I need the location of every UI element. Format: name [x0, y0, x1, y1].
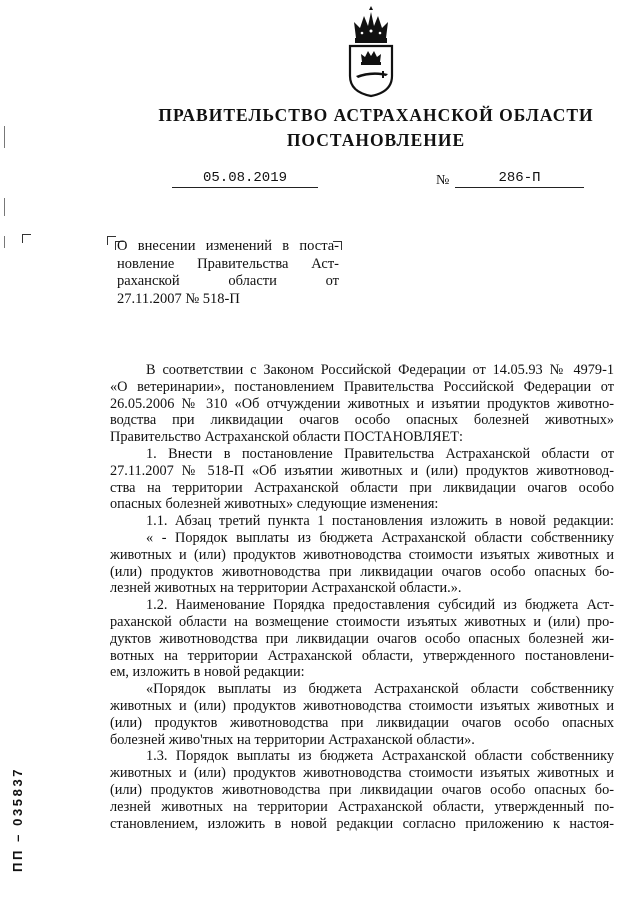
text-line: животных и (или) продуктов животноводства стоимости изъятых животных и: [110, 697, 614, 714]
subject-line: 27.11.2007 № 518-П: [117, 290, 240, 307]
text-line: становлением, изложить в новой редакции согласно приложению к настоя-: [110, 815, 614, 832]
paragraph-item-1-1-text: [110, 530, 614, 597]
paragraph-item-1-2: [110, 597, 614, 681]
subject-line: раханской области от: [117, 273, 339, 289]
document-number: 286-П: [455, 170, 584, 188]
scan-edge-mark: [4, 126, 5, 148]
text-line: 1.2. Наименование Порядка предоставления субсидий из бюджета Аст-: [146, 597, 614, 614]
document-type-title: ПОСТАНОВЛЕНИЕ: [286, 130, 466, 150]
text-line: болезней живо'тных на территории Астраханской области».: [110, 731, 475, 748]
text-line: лезней животных на территории Астраханской области.».: [110, 580, 462, 597]
paragraph-item-1: [110, 446, 614, 513]
scan-edge-mark: [4, 198, 5, 216]
text-line: животных и (или) продуктов животноводства стоимости изъятых животных и: [110, 546, 614, 563]
subject-line: новление Правительства Аст-: [117, 255, 339, 272]
text-line: водства при ликвидации очагов особо опасных болезней животных»: [110, 412, 614, 429]
corner-mark-left: [22, 234, 31, 243]
coat-of-arms-emblem: [342, 4, 400, 98]
text-line: (или) продуктов животноводства при ликвидации очагов особо опасных бо-: [110, 781, 614, 798]
paragraph-item-1-1: [110, 513, 614, 530]
number-sign: №: [436, 173, 450, 188]
text-line: 1.3. Порядок выплаты из бюджета Астраханской области собственнику: [146, 748, 614, 765]
paragraph-item-1-3: [110, 748, 614, 832]
text-line: раханской области на возмещение стоимости изъятых животных и (или) про-: [110, 613, 614, 630]
text-line: «Порядок выплаты из бюджета Астраханской области собственнику: [146, 681, 614, 698]
text-line: (или) продуктов животноводства при ликвидации очагов особо опасных бо-: [110, 563, 614, 580]
subject-line: О внесении изменений в поста-: [117, 238, 339, 254]
text-line: (или) продуктов животноводства при ликвидации очагов особо опасных: [110, 714, 614, 731]
paragraph-preamble: [110, 362, 614, 446]
text-line: 1.1. Абзац третий пункта 1 постановления изложить в новой редакции:: [146, 513, 614, 530]
text-line: «О ветеринарии», постановлением Правительства Российской Федерации от: [110, 378, 614, 395]
text-line: лезней животных на территории Астраханской области, утвержденный по-: [110, 798, 614, 815]
text-line: 27.11.2007 № 518-П «Об изъятии животных и (или) продуктов животновод-: [110, 462, 614, 479]
text-line: вотных на территории Астраханской области, утвержденного постановлени-: [110, 647, 614, 664]
subject-block: [117, 238, 339, 308]
text-line: 1. Внести в постановление Правительства Астраханской области от: [146, 445, 614, 462]
text-line: опасных болезней животных» следующие изменения:: [110, 496, 439, 513]
text-line: ем, изложить в новой редакции:: [110, 664, 305, 681]
document-body: [110, 362, 614, 832]
text-line: 26.05.2006 № 310 «Об отчуждении животных и изъятии продуктов животно-: [110, 395, 614, 412]
text-line: ства на территории Астраханской области при ликвидации очагов особо: [110, 479, 614, 496]
organization-title: ПРАВИТЕЛЬСТВО АСТРАХАНСКОЙ ОБЛАСТИ: [158, 105, 594, 125]
text-line: В соответствии с Законом Российской Федерации от 14.05.93 № 4979-1: [146, 362, 614, 378]
paragraph-item-1-2-text: [110, 681, 614, 748]
document-date: 05.08.2019: [172, 170, 318, 188]
scan-edge-mark: [4, 236, 5, 248]
text-line: « - Порядок выплаты из бюджета Астраханской области собственнику: [146, 529, 614, 546]
text-line: Правительство Астраханской области ПОСТАНОВЛЯЕТ:: [110, 429, 463, 446]
text-line: дуктов животноводства при ликвидации очагов особо опасных болезней жи-: [110, 630, 614, 647]
serial-number: ПП – 035837: [10, 766, 25, 872]
text-line: животных и (или) продуктов животноводства стоимости изъятых животных и: [110, 765, 614, 782]
